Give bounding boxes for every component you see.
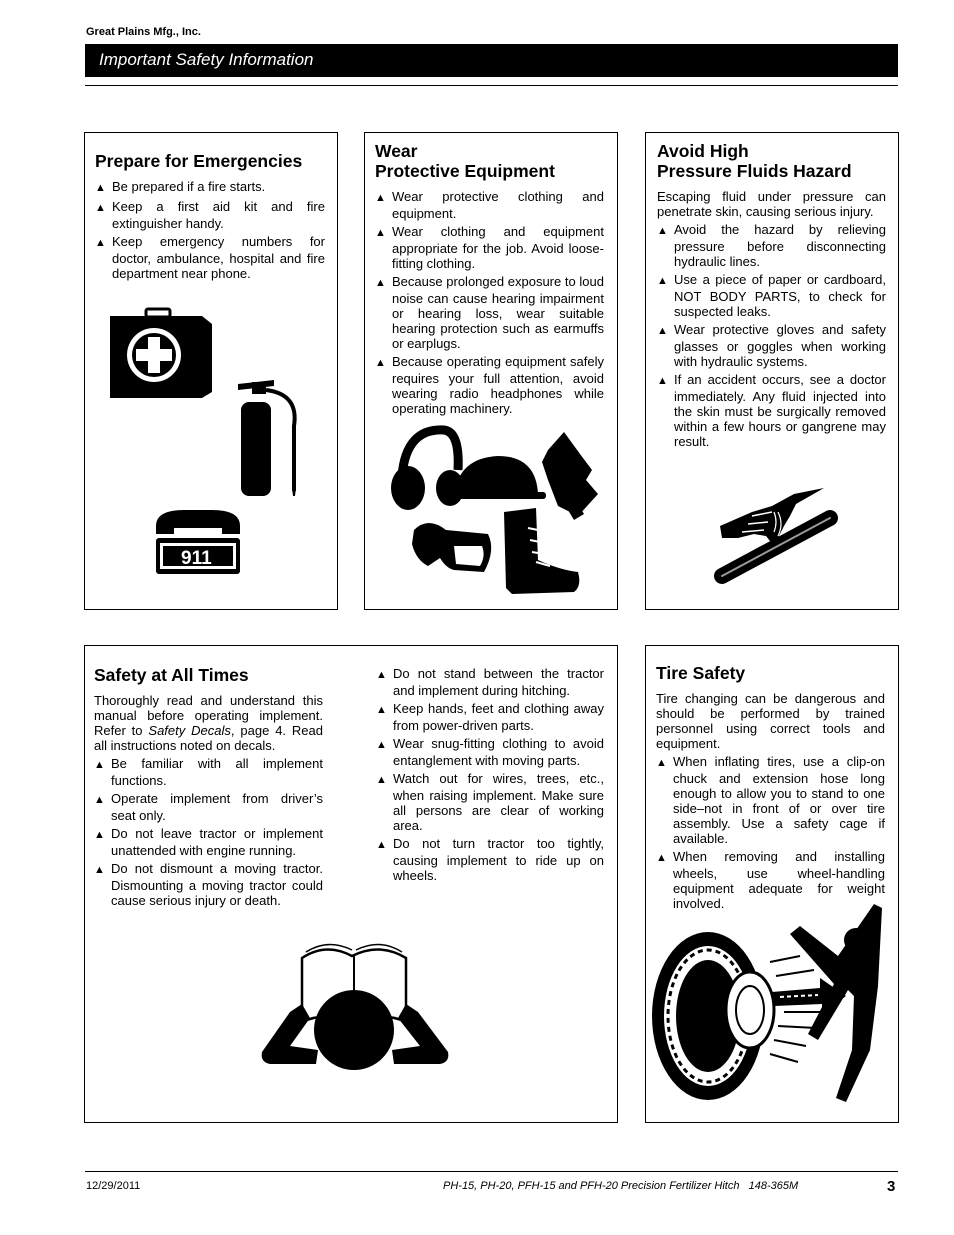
list-item: ▲ If an accident occurs, see a doctor immediately. Any fluid injected into the skin must be surgically removed within a few hours or gangrene may result.	[657, 372, 886, 449]
list-item: ▲ Use a piece of paper or cardboard, NOT BODY PARTS, to check for suspected leaks.	[657, 272, 886, 319]
fluids-title: Avoid High Pressure Fluids Hazard	[657, 141, 852, 181]
tire-title: Tire Safety	[656, 663, 746, 683]
list-item: ▲ Avoid the hazard by relieving pressure before disconnecting hydraulic lines.	[657, 222, 886, 269]
list-item: ▲ When removing and installing wheels, use wheel-handling equipment adequate for weight involved.	[656, 849, 885, 911]
gloves-icon	[542, 432, 598, 520]
list-item: ▲ Wear protective gloves and safety glasses or goggles when working with hydraulic systems.	[657, 322, 886, 369]
emergencies-section	[95, 151, 325, 284]
safety-title: Safety at All Times	[94, 665, 249, 685]
person-reading-icon	[262, 990, 449, 1070]
list-item: ▲ Be prepared if a fire starts.	[95, 179, 266, 194]
reading-manual-illustration	[256, 938, 456, 1076]
list-item: ▲ Keep emergency numbers for doctor, ambulance, hospital and fire department near phone.	[95, 234, 325, 281]
safety-section-right	[376, 666, 604, 886]
footer-rule	[85, 1171, 898, 1172]
list-item: ▲ Do not stand between the tractor and implement during hitching.	[376, 666, 604, 698]
list-item: ▲ Do not turn tractor too tightly, causing implement to ride up on wheels.	[376, 836, 604, 883]
safety-intro: Thoroughly read and understand this manual before operating implement. Refer to Safety Decals, page 4. Read all instructions noted on decals.	[94, 693, 323, 753]
list-item: ▲ Operate implement from driver’s seat only.	[94, 791, 323, 823]
fluids-intro: Escaping fluid under pressure can penetrate skin, causing serious injury.	[657, 189, 886, 219]
company-name: Great Plains Mfg., Inc.	[86, 26, 201, 38]
list-item: ▲ Wear snug-fitting clothing to avoid entanglement with moving parts.	[376, 736, 604, 768]
safety-section-left	[94, 665, 323, 911]
tire-list	[656, 754, 885, 911]
list-item: ▲ Because prolonged exposure to loud noise can cause hearing impairment or hearing loss, wear suitable hearing protection such as earmuffs or earplugs.	[375, 274, 604, 351]
list-item: ▲ Keep hands, feet and clothing away from power-driven parts.	[376, 701, 604, 733]
fire-extinguisher-icon	[238, 380, 296, 496]
telephone-icon	[156, 510, 240, 574]
header-rule	[85, 85, 898, 86]
safety-list-right	[376, 666, 604, 883]
ppe-section	[375, 141, 604, 419]
first-aid-kit-icon	[110, 309, 212, 398]
phone-911-label: 911	[181, 548, 212, 569]
fluids-section	[657, 141, 886, 452]
boot-icon	[504, 508, 579, 594]
footer-date: 12/29/2011	[86, 1180, 141, 1192]
blast-lines-icon	[770, 956, 820, 1062]
protective-equipment-illustration	[388, 420, 608, 602]
list-item: ▲ Wear clothing and equipment appropriate for the job. Avoid loose-fitting clothing.	[375, 224, 604, 271]
list-item: ▲ Because operating equipment safely requires your full attention, avoid wearing radio headphones while operating machinery.	[375, 354, 604, 416]
safety-list-left	[94, 756, 323, 908]
safety-goggles-icon	[412, 523, 491, 572]
emergency-equipment-illustration	[104, 306, 314, 582]
emergencies-title: Prepare for Emergencies	[95, 151, 303, 171]
tire-section	[656, 663, 885, 914]
list-item: ▲ Be familiar with all implement functions.	[94, 756, 323, 788]
list-item: ▲ Watch out for wires, trees, etc., when raising implement. Make sure all persons are clear of working area.	[376, 771, 604, 833]
list-item: ▲ Wear protective clothing and equipment.	[375, 189, 604, 221]
footer-document-title: PH-15, PH-20, PFH-15 and PFH-20 Precision Fertilizer Hitch 148-365M	[443, 1180, 799, 1192]
list-item: ▲ When inflating tires, use a clip-on chuck and extension hose long enough to allow you to stand to one side–not in front of or over tire assembly. Use a safety cage if available.	[656, 754, 885, 846]
fluids-list	[657, 222, 886, 449]
tire-intro: Tire changing can be dangerous and should be performed by trained personnel using correct tools and equipment.	[656, 691, 885, 751]
fluid-injection-illustration	[712, 486, 840, 590]
list-item: ▲ Keep a first aid kit and fire extinguisher handy.	[95, 199, 325, 231]
emergencies-list	[95, 179, 325, 281]
list-item: ▲ Do not leave tractor or implement unattended with engine running.	[94, 826, 323, 858]
section-banner	[85, 44, 898, 77]
tire-icon	[652, 932, 774, 1100]
page-number: 3	[887, 1178, 896, 1195]
ppe-title: Wear Protective Equipment	[375, 141, 555, 181]
tire-explosion-illustration	[650, 900, 888, 1112]
section-title: Important Safety Information	[99, 50, 314, 69]
list-item: ▲ Do not dismount a moving tractor. Dismounting a moving tractor could cause serious injury or death.	[94, 861, 323, 908]
ppe-list	[375, 189, 604, 416]
